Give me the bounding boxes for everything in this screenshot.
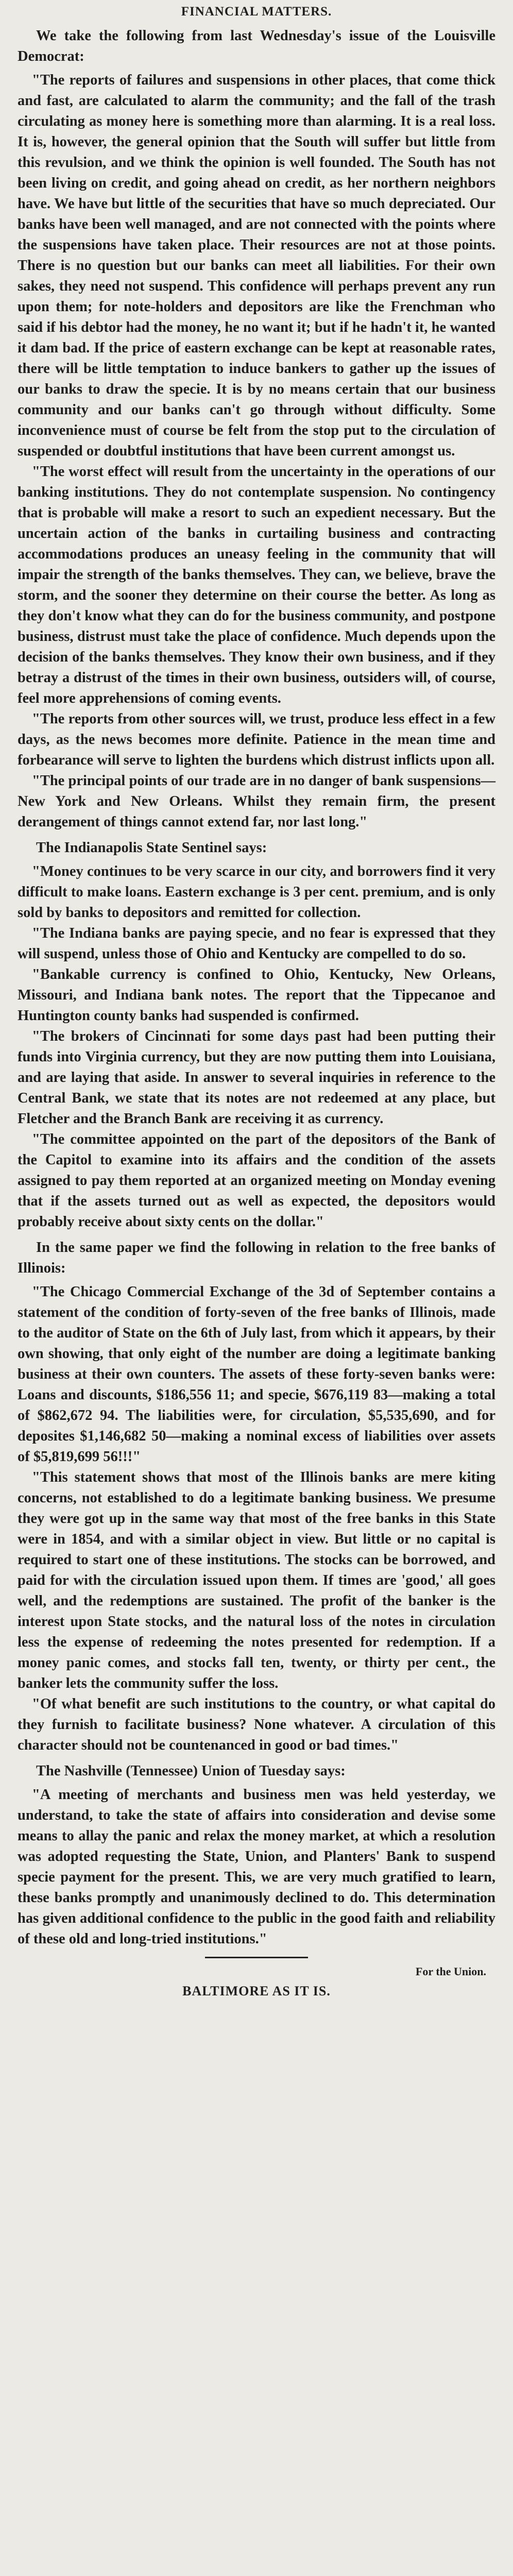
quote-paragraph: "The reports of failures and suspensions in other places, that come thick and fast, are calculated to alarm the community; and the fall of the trash circulating as money here is something more than alarming. It is a real loss. It is, however, the general opinion that the South will suffer but little from this revulsion, and we think the opinion is well founded. The South has not been living on credit, and going ahead on credit, as her northern neighbors have. We have but little of the securities that have so much depreciated. Our banks have been well managed, and are not connected with the points where the suspensions have taken place. Their resources are not at those points. There is no question but our banks can meet all liabilities. For their own sakes, they need not suspend. This confidence will perhaps prevent any run upon them; for note-holders and depositors are like the Frenchman who said if his debtor had the money, he no want it; but if he hadn't it, he wanted it dam bad. If the price of eastern exchange can be kept at reasonable rates, there will be little temptation to induce bankers to gather up the issues of our banks to draw the specie. It is by no means certain that our business community and our banks can't go through without difficulty. Some inconvenience must of course be felt from the stop put to the circulation of suspended or doubtful institutions that have been current amongst us. [18, 72, 495, 459]
quote-paragraph: "Of what benefit are such institutions to the country, or what capital do they furnish to facilitate business? None whatever. A circulation of this character should not be countenanced in good or bad times." [18, 1696, 495, 1753]
quote-paragraph: "The committee appointed on the part of the depositors of the Bank of the Capitol to examine into its affairs and the condition of the assets assigned to pay them reported at an organized meeting on Monday evening that if the assets turned out as well as expected, the depositors would probably receive about sixty cents on the dollar." [18, 1131, 495, 1230]
quote-paragraph: "The brokers of Cincinnati for some days past had been putting their funds into Virginia currency, but they are now putting them into Louisiana, and are laying that aside. In answer to several inquiries in reference to the Central Bank, we state that its notes are not redeemed at any place, but Fletcher and the Branch Bank are receiving it as currency. [18, 1028, 495, 1127]
quote-paragraph: "Bankable currency is confined to Ohio, Kentucky, New Orleans, Missouri, and Indiana bank notes. The report that the Tippecanoe and Huntington county banks had suspended is confirmed. [18, 967, 495, 1024]
intro-indianapolis: The Indianapolis State Sentinel says: [36, 840, 267, 856]
intro-louisville: We take the following from last Wednesday's issue of the Louisville Democrat: [18, 28, 495, 64]
quote-paragraph: "This statement shows that most of the Illinois banks are mere kiting concerns, not established to do a legitimate banking business. We presume they were got up in the same way that most of the free banks in this State were in 1854, and with a similar object in view. But little or no capital is required to start one of these institutions. The stocks can be borrowed, and paid for with the circulation issued upon them. If times are 'good,' all goes well, and the redemptions are sustained. The profit of the banker is the interest upon State stocks, and the natural loss of the notes in circulation less the expense of redeeming the notes presented for redemption. If a money panic comes, and stocks fall ten, twenty, or thirty per cent., the banker lets the community suffer the loss. [18, 1469, 495, 1691]
quote-paragraph: "Money continues to be very scarce in our city, and borrowers find it very difficult to make loans. Eastern exchange is 3 per cent. premium, and is only sold by banks to depositors and remitted for collection. [18, 863, 495, 921]
intro-illinois: In the same paper we find the following in relation to the free banks of Illinois: [18, 1240, 495, 1276]
next-article-heading: BALTIMORE AS IT IS. [182, 1984, 331, 1998]
quote-paragraph: "The reports from other sources will, we trust, produce less effect in a few days, as the news becomes more definite. Patience in the mean time and forbearance will serve to lighten the burdens which distrust inflicts upon all. [18, 711, 495, 768]
quote-paragraph: "The Indiana banks are paying specie, and no fear is expressed that they will suspend, unless those of Ohio and Kentucky are compelled to do so. [18, 925, 495, 962]
signature: For the Union. [415, 1965, 486, 1978]
quote-paragraph: "The principal points of our trade are in no danger of bank suspensions—New York and New Orleans. Whilst they remain firm, the present derangement of things cannot extend far, nor last long." [18, 773, 495, 830]
quote-paragraph: "The worst effect will result from the uncertainty in the operations of our banking institutions. They do not contemplate suspension. No contingency that is probable will make a resort to such an expedient necessary. But the uncertain action of the banks in curtailing business and contracting accommodations produces an uneasy feeling in the community that will impair the strength of the banks themselves. They can, we believe, brave the storm, and the sooner they determine on their course the better. As long as they don't know what they can do for the business community, and postpone business, distrust must take the place of confidence. Much depends upon the decision of the banks themselves. They know their own business, and if they betray a distrust of the times in their own business, outsiders will, of course, feel more apprehensions of coming events. [18, 464, 495, 706]
article-column [18, 3, 495, 2001]
intro-nashville: The Nashville (Tennessee) Union of Tuesday says: [36, 1763, 346, 1779]
quote-paragraph: "The Chicago Commercial Exchange of the 3d of September contains a statement of the condition of forty-seven of the free banks of Illinois, made to the auditor of State on the 6th of July last, from which it appears, by their own showing, that only eight of the number are doing a legitimate banking business at their own counters. The assets of these forty-seven banks were: Loans and discounts, $186,556 11; and specie, $676,119 83—making a total of $862,672 94. The liabilities were, for circulation, $5,535,690, and for deposites $1,146,682 50—making a nominal excess of liabilities over assets of $5,819,699 56!!!" [18, 1284, 495, 1465]
section-divider [205, 1957, 308, 1958]
quote-paragraph: "A meeting of merchants and business men was held yesterday, we understand, to take the state of affairs into consideration and devise some means to allay the panic and relax the money market, at which a resolution was adopted requesting the State, Union, and Planters' Bank to suspend specie payment for the present. This, we are very much gratified to learn, these banks promptly and unanimously declined to do. This determination has given additional confidence to the public in the good faith and reliability of these old and long-tried institutions." [18, 1787, 495, 1947]
article-heading: FINANCIAL MATTERS. [181, 5, 332, 19]
